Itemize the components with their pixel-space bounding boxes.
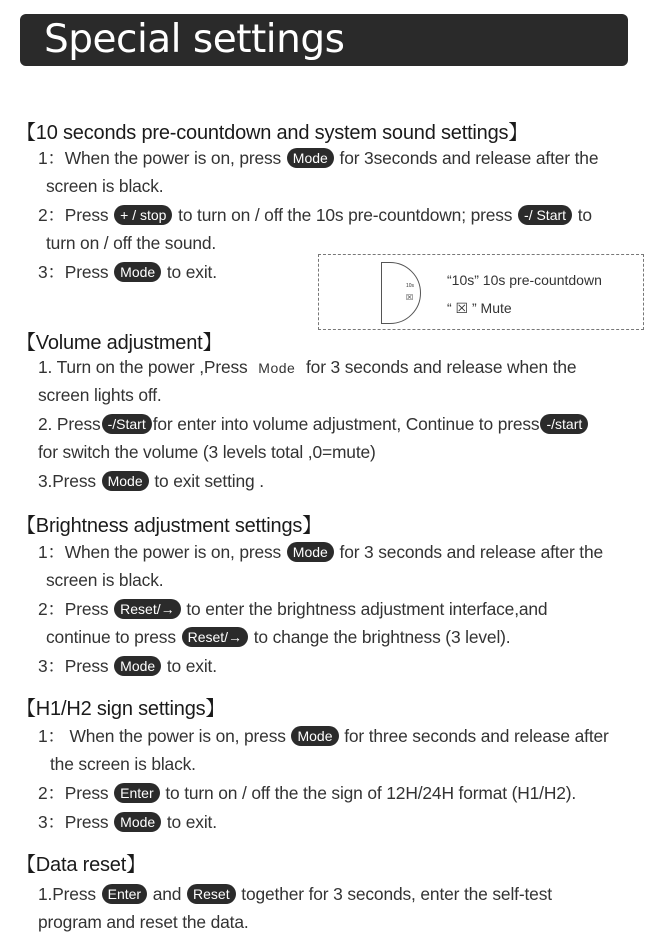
mode-key-badge: Mode bbox=[291, 726, 338, 746]
text: to enter the brightness adjustment interface,and bbox=[186, 599, 548, 619]
s2-line-2-cont: for switch the volume (3 levels total ,0=mute) bbox=[38, 442, 376, 462]
text: for 3seconds and release after the bbox=[339, 148, 599, 168]
s3-line-2-cont bbox=[46, 626, 510, 648]
reset-arrow-key-badge: Reset/→ bbox=[182, 627, 248, 647]
text: for enter into volume adjustment, Continue to press bbox=[152, 414, 540, 434]
text: for 3 seconds and release when the bbox=[306, 357, 577, 377]
mode-key-badge: Mode bbox=[114, 656, 161, 676]
title-bar bbox=[20, 14, 628, 66]
text: for 3 seconds and release after the bbox=[339, 542, 604, 562]
text: 2：Press bbox=[38, 783, 109, 803]
s2-line-3 bbox=[38, 470, 264, 492]
text: 2：Press bbox=[38, 205, 109, 225]
s1-line-3 bbox=[38, 261, 217, 283]
text: to exit. bbox=[166, 656, 217, 676]
s5-line-1-cont: program and reset the data. bbox=[38, 912, 249, 932]
reset-key-badge: Reset bbox=[187, 884, 236, 904]
mute-icon: ☒ bbox=[406, 293, 414, 302]
text: 3：Press bbox=[38, 262, 109, 282]
text: and bbox=[152, 884, 182, 904]
text: together for 3 seconds, enter the self-test bbox=[241, 884, 552, 904]
section-heading-volume: 【Volume adjustment】 bbox=[16, 332, 223, 354]
text: 2：Press bbox=[38, 599, 109, 619]
mode-key-label: Mode bbox=[258, 360, 296, 376]
display-legend-box bbox=[318, 254, 644, 330]
minus-start-key-badge: -/ Start bbox=[518, 205, 572, 225]
display-10s-indicator: 10s bbox=[406, 283, 415, 289]
text: to exit setting . bbox=[154, 471, 264, 491]
s2-line-1-cont: screen lights off. bbox=[38, 385, 162, 405]
s4-line-1-cont: the screen is black. bbox=[50, 754, 196, 774]
mode-key-badge: Mode bbox=[114, 812, 161, 832]
s2-line-2 bbox=[38, 413, 589, 435]
display-illustration bbox=[381, 262, 421, 324]
s3-line-1 bbox=[38, 541, 603, 563]
mode-key-badge: Mode bbox=[287, 148, 334, 168]
s4-line-3 bbox=[38, 811, 217, 833]
s3-line-2 bbox=[38, 598, 547, 620]
text: for three seconds and release after bbox=[344, 726, 609, 746]
text: to bbox=[577, 205, 592, 225]
mode-key-badge: Mode bbox=[114, 262, 161, 282]
text: to turn on / off the 10s pre-countdown; press bbox=[178, 205, 513, 225]
text: 3：Press bbox=[38, 812, 109, 832]
minus-start-key-badge: -/start bbox=[540, 414, 588, 434]
mode-key-badge: Mode bbox=[102, 471, 149, 491]
text: to turn on / off the the sign of 12H/24H format (H1/H2). bbox=[165, 783, 577, 803]
s1-line-1 bbox=[38, 147, 598, 169]
s1-line-2 bbox=[38, 204, 592, 226]
s2-line-1 bbox=[38, 356, 576, 379]
s1-line-2-cont: turn on / off the sound. bbox=[46, 233, 217, 253]
section-heading-brightness: 【Brightness adjustment settings】 bbox=[16, 515, 322, 537]
s1-line-1-cont: screen is black. bbox=[46, 176, 164, 196]
section-heading-data-reset: 【Data reset】 bbox=[16, 854, 146, 876]
text: 1： When the power is on, press bbox=[38, 726, 286, 746]
legend-mute: “ ☒ ” Mute bbox=[447, 300, 512, 316]
text: to exit. bbox=[166, 262, 217, 282]
s3-line-1-cont: screen is black. bbox=[46, 570, 164, 590]
text: 2. Press bbox=[38, 414, 101, 434]
plus-stop-key-badge: + / stop bbox=[114, 205, 172, 225]
text: 1：When the power is on, press bbox=[38, 542, 282, 562]
text: to change the brightness (3 level). bbox=[253, 627, 511, 647]
text: to exit. bbox=[166, 812, 217, 832]
section-heading-h1-h2: 【H1/H2 sign settings】 bbox=[16, 698, 226, 720]
text: 1.Press bbox=[38, 884, 96, 904]
minus-start-key-badge: -/Start bbox=[102, 414, 152, 434]
enter-key-badge: Enter bbox=[114, 783, 159, 803]
s5-line-1 bbox=[38, 883, 552, 905]
enter-key-badge: Enter bbox=[102, 884, 147, 904]
section-heading-pre-countdown: 【10 seconds pre-countdown and system sound settings】 bbox=[16, 122, 529, 144]
s4-line-1 bbox=[38, 725, 609, 747]
s4-line-2 bbox=[38, 782, 576, 804]
text: 3：Press bbox=[38, 656, 109, 676]
page-title: Special settings bbox=[44, 17, 345, 62]
legend-10s: “10s” 10s pre-countdown bbox=[447, 272, 602, 288]
text: 1. Turn on the power ,Press bbox=[38, 357, 248, 377]
text: 3.Press bbox=[38, 471, 96, 491]
s3-line-3 bbox=[38, 655, 217, 677]
reset-arrow-key-badge: Reset/→ bbox=[114, 599, 180, 619]
text: continue to press bbox=[46, 627, 176, 647]
text: 1：When the power is on, press bbox=[38, 148, 282, 168]
mode-key-badge: Mode bbox=[287, 542, 334, 562]
